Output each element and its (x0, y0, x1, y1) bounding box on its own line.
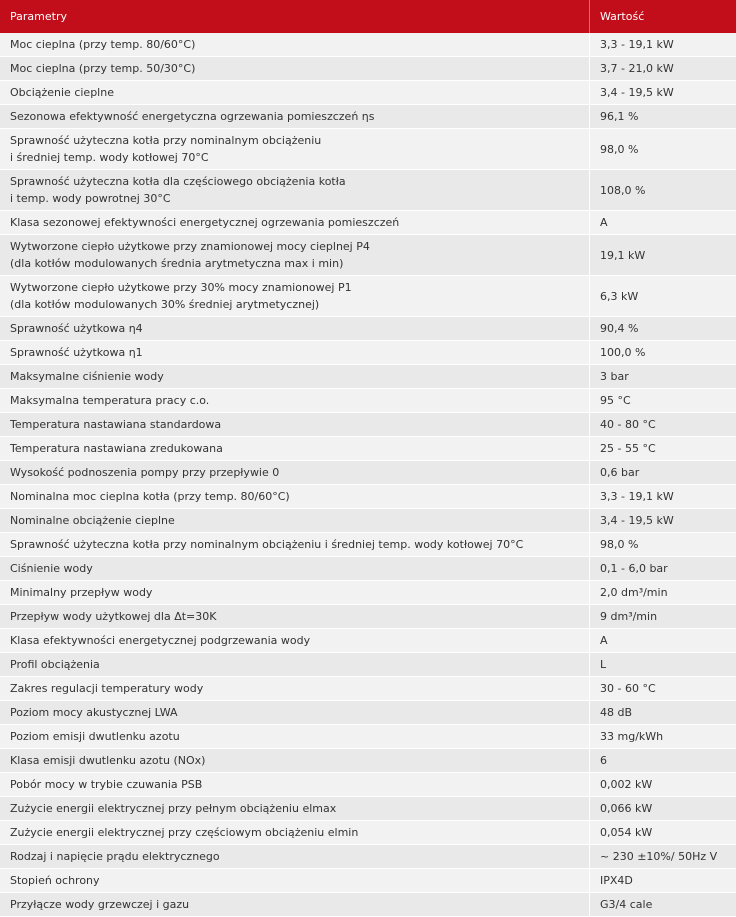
parameter-name: Moc cieplna (przy temp. 80/60°C) (0, 33, 589, 57)
parameter-name: Przyłącze wody grzewczej i gazu (0, 893, 589, 917)
table-row (0, 509, 736, 533)
table-row (0, 605, 736, 629)
parameter-name: Nominalne obciążenie cieplne (0, 509, 589, 533)
parameter-value: 108,0 % (589, 170, 736, 211)
parameter-name: Sprawność użyteczna kotła przy nominalnym obciążeniu i średniej temp. wody kotłowej 70°C (0, 129, 589, 170)
parameter-value: 3,7 - 21,0 kW (589, 57, 736, 81)
table-row (0, 725, 736, 749)
parameter-name: Sprawność użytkowa η4 (0, 317, 589, 341)
table-row (0, 317, 736, 341)
parameter-value: 2,0 dm³/min (589, 581, 736, 605)
parameter-name: Obciążenie cieplne (0, 81, 589, 105)
table-row (0, 845, 736, 869)
table-row (0, 773, 736, 797)
table-row (0, 869, 736, 893)
table-row (0, 81, 736, 105)
table-row (0, 341, 736, 365)
parameter-value: 0,6 bar (589, 461, 736, 485)
table-row (0, 389, 736, 413)
table-row (0, 365, 736, 389)
table-row (0, 821, 736, 845)
table-row (0, 701, 736, 725)
table-header (0, 0, 736, 33)
parameter-name: Zużycie energii elektrycznej przy częściowym obciążeniu elmin (0, 821, 589, 845)
parameter-name: Ciśnienie wody (0, 557, 589, 581)
parameter-name: Przepływ wody użytkowej dla Δt=30K (0, 605, 589, 629)
parameter-value: 95 °C (589, 389, 736, 413)
parameter-value: 3,3 - 19,1 kW (589, 485, 736, 509)
table-row (0, 677, 736, 701)
table-row (0, 533, 736, 557)
table-row (0, 129, 736, 170)
parameter-value: 40 - 80 °C (589, 413, 736, 437)
parameter-value: 98,0 % (589, 533, 736, 557)
parameter-value: 96,1 % (589, 105, 736, 129)
parameter-name: Rodzaj i napięcie prądu elektrycznego (0, 845, 589, 869)
parameter-name: Maksymalne ciśnienie wody (0, 365, 589, 389)
parameter-name: Klasa sezonowej efektywności energetycznej ogrzewania pomieszczeń (0, 211, 589, 235)
parameter-value: 6,3 kW (589, 276, 736, 317)
parameter-name: Wytworzone ciepło użytkowe przy 30% mocy znamionowej P1 (dla kotłów modulowanych 30% średniej arytmetycznej) (0, 276, 589, 317)
parameter-value: 3 bar (589, 365, 736, 389)
table-row (0, 581, 736, 605)
parameter-name: Temperatura nastawiana standardowa (0, 413, 589, 437)
parameter-value: 48 dB (589, 701, 736, 725)
table-row (0, 33, 736, 57)
table-row (0, 57, 736, 81)
table-row (0, 437, 736, 461)
parameter-name: Sprawność użyteczna kotła dla częściowego obciążenia kotła i temp. wody powrotnej 30°C (0, 170, 589, 211)
parameter-name: Klasa emisji dwutlenku azotu (NOx) (0, 749, 589, 773)
parameter-value: 100,0 % (589, 341, 736, 365)
parameter-name: Minimalny przepływ wody (0, 581, 589, 605)
parameter-name: Pobór mocy w trybie czuwania PSB (0, 773, 589, 797)
table-body (0, 33, 736, 917)
parameter-value: 9 dm³/min (589, 605, 736, 629)
parameter-value: 3,3 - 19,1 kW (589, 33, 736, 57)
parameter-value: 6 (589, 749, 736, 773)
parameter-name: Maksymalna temperatura pracy c.o. (0, 389, 589, 413)
parameter-name: Wytworzone ciepło użytkowe przy znamionowej mocy cieplnej P4 (dla kotłów modulowanych średnia arytmetyczna max i min) (0, 235, 589, 276)
table-row (0, 557, 736, 581)
table-row (0, 653, 736, 677)
table-row (0, 629, 736, 653)
parameter-name: Klasa efektywności energetycznej podgrzewania wody (0, 629, 589, 653)
parameter-value: A (589, 211, 736, 235)
parameter-value: 25 - 55 °C (589, 437, 736, 461)
parameter-value: 90,4 % (589, 317, 736, 341)
header-parameters: Parametry (0, 0, 589, 33)
table-row (0, 105, 736, 129)
parameter-value: L (589, 653, 736, 677)
parameter-name: Moc cieplna (przy temp. 50/30°C) (0, 57, 589, 81)
parameter-name: Sprawność użyteczna kotła przy nominalnym obciążeniu i średniej temp. wody kotłowej 70°C (0, 533, 589, 557)
table-row (0, 170, 736, 211)
table-row (0, 893, 736, 917)
parameter-name: Nominalna moc cieplna kotła (przy temp. 80/60°C) (0, 485, 589, 509)
table-row (0, 276, 736, 317)
parameter-name: Zakres regulacji temperatury wody (0, 677, 589, 701)
parameter-value: 0,054 kW (589, 821, 736, 845)
parameter-name: Temperatura nastawiana zredukowana (0, 437, 589, 461)
header-value: Wartość (589, 0, 736, 33)
parameter-value: 30 - 60 °C (589, 677, 736, 701)
table-row (0, 235, 736, 276)
parameter-value: A (589, 629, 736, 653)
parameter-value: 33 mg/kWh (589, 725, 736, 749)
parameter-value: ~ 230 ±10%/ 50Hz V (589, 845, 736, 869)
table-row (0, 485, 736, 509)
parameter-value: G3/4 cale (589, 893, 736, 917)
table-row (0, 413, 736, 437)
parameter-value: 19,1 kW (589, 235, 736, 276)
parameter-value: 98,0 % (589, 129, 736, 170)
table-row (0, 797, 736, 821)
parameter-value: 0,002 kW (589, 773, 736, 797)
table-row (0, 211, 736, 235)
parameter-name: Sprawność użytkowa η1 (0, 341, 589, 365)
table-row (0, 461, 736, 485)
parameter-name: Sezonowa efektywność energetyczna ogrzewania pomieszczeń ηs (0, 105, 589, 129)
table-row (0, 749, 736, 773)
parameter-value: 0,066 kW (589, 797, 736, 821)
parameter-value: 0,1 - 6,0 bar (589, 557, 736, 581)
header-row (0, 0, 736, 33)
parameter-name: Stopień ochrony (0, 869, 589, 893)
parameter-value: 3,4 - 19,5 kW (589, 81, 736, 105)
parameter-name: Poziom mocy akustycznej LWA (0, 701, 589, 725)
parameter-name: Poziom emisji dwutlenku azotu (0, 725, 589, 749)
parameter-name: Zużycie energii elektrycznej przy pełnym obciążeniu elmax (0, 797, 589, 821)
parameter-value: IPX4D (589, 869, 736, 893)
parameter-value: 3,4 - 19,5 kW (589, 509, 736, 533)
parameter-name: Wysokość podnoszenia pompy przy przepływie 0 (0, 461, 589, 485)
parameter-name: Profil obciążenia (0, 653, 589, 677)
